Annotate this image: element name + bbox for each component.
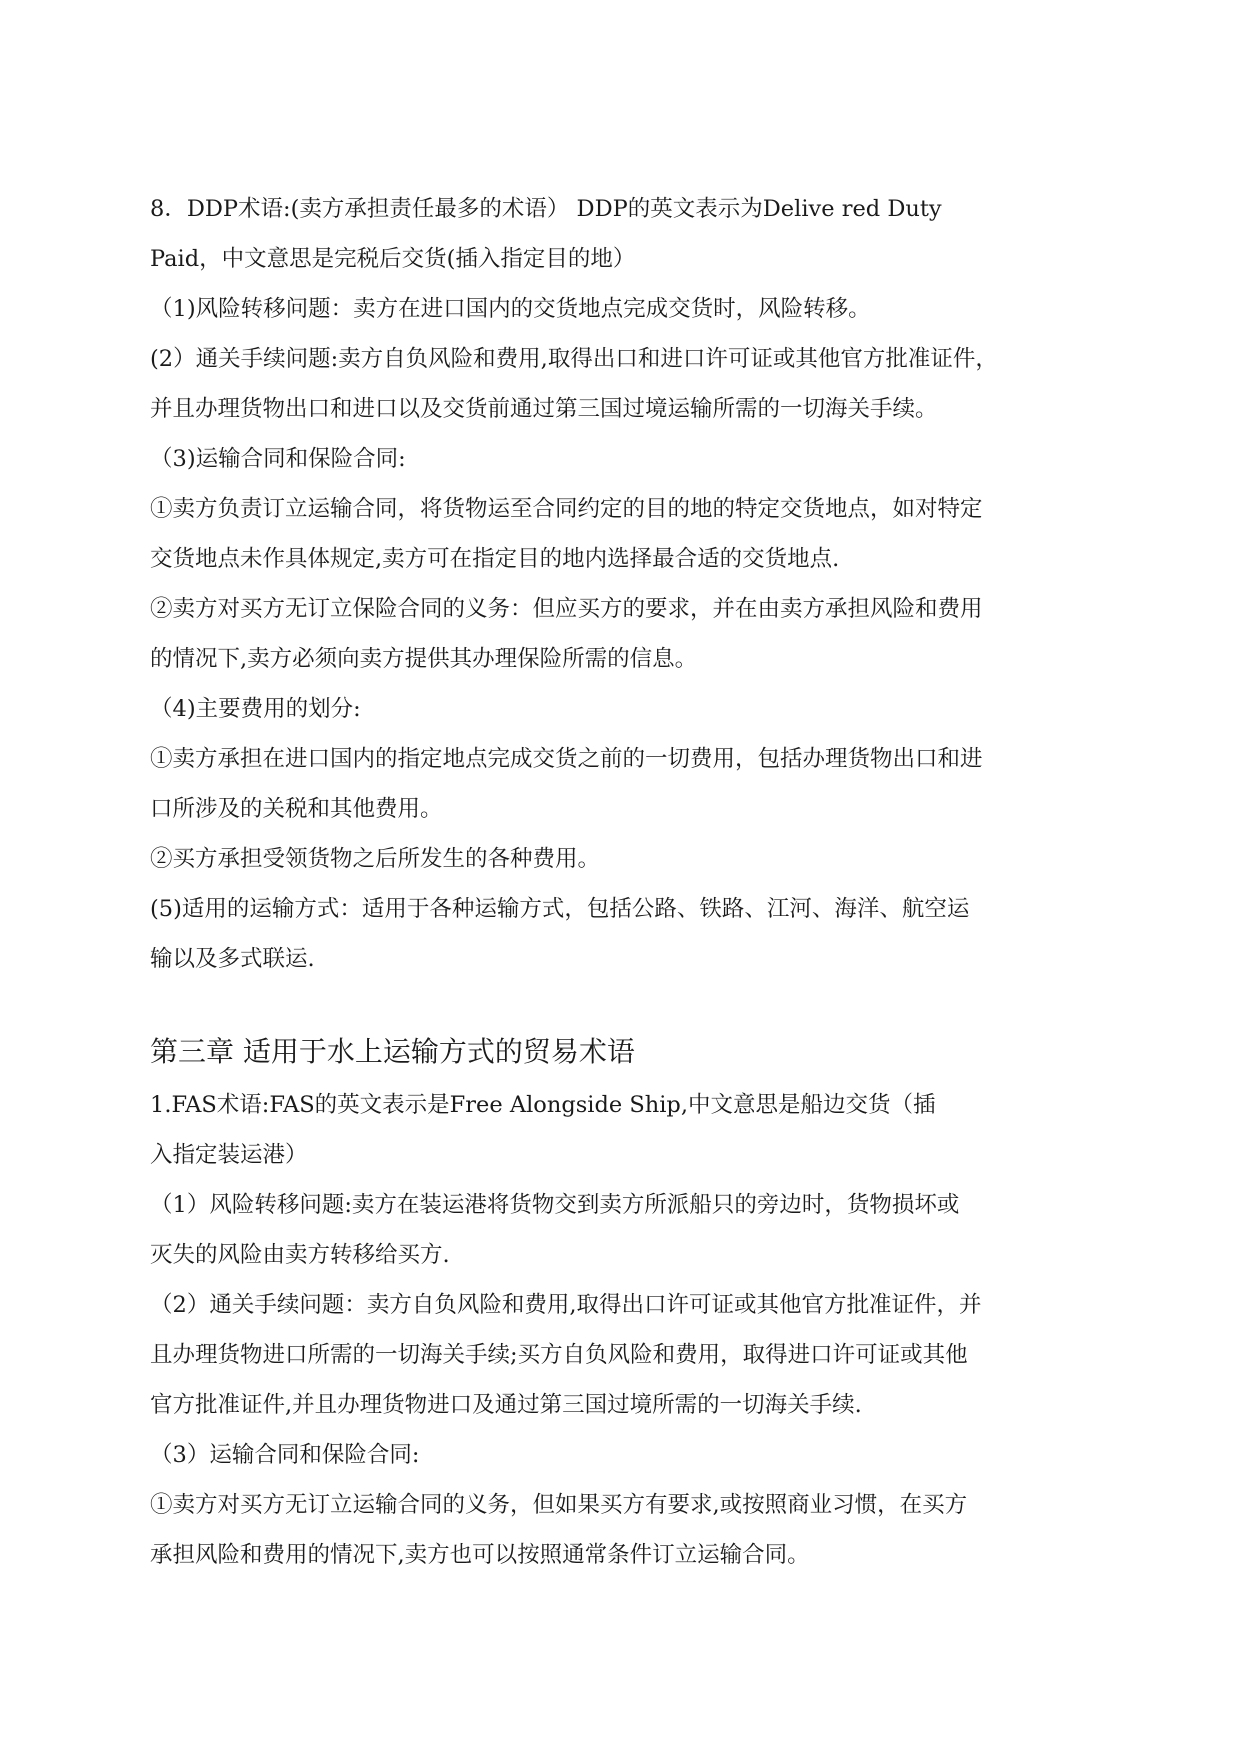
paragraph-line: （3)运输合同和保险合同:	[150, 446, 406, 472]
paragraph-line: 1.FAS术语:FAS的英文表示是Free Alongside Ship,中文意思是船边交货（插	[150, 1092, 936, 1118]
paragraph-line: （1）风险转移问题:卖方在装运港将货物交到卖方所派船只的旁边时，货物损坏或	[150, 1192, 960, 1218]
paragraph-line: 灭失的风险由卖方转移给买方.	[150, 1242, 450, 1268]
paragraph-line: 官方批准证件,并且办理货物进口及通过第三国过境所需的一切海关手续.	[150, 1392, 862, 1418]
document-body	[150, 184, 1095, 1580]
paragraph-line: (2）通关手续问题:卖方自负风险和费用,取得出口和进口许可证或其他官方批准证件，	[150, 346, 998, 372]
paragraph-line: ①卖方负责订立运输合同，将货物运至合同约定的目的地的特定交货地点，如对特定	[150, 496, 983, 522]
section-ddp	[150, 184, 1095, 984]
paragraph-line: 入指定装运港）	[150, 1142, 308, 1168]
chapter-heading: 第三章 适用于水上运输方式的贸易术语	[150, 1035, 635, 1068]
paragraph-line: 且办理货物进口所需的一切海关手续;买方自负风险和费用，取得进口许可证或其他	[150, 1342, 968, 1368]
paragraph-line: ②买方承担受领货物之后所发生的各种费用。	[150, 846, 601, 872]
paragraph-line: 交货地点未作具体规定,卖方可在指定目的地内选择最合适的交货地点.	[150, 546, 840, 572]
paragraph-line: （3）运输合同和保险合同:	[150, 1442, 420, 1468]
paragraph-line: ①卖方承担在进口国内的指定地点完成交货之前的一切费用，包括办理货物出口和进	[150, 746, 983, 772]
paragraph-line: 口所涉及的关税和其他费用。	[150, 796, 443, 822]
section-fas	[150, 1080, 1095, 1580]
paragraph-line: 的情况下,卖方必须向卖方提供其办理保险所需的信息。	[150, 646, 698, 672]
paragraph-line: （2）通关手续问题：卖方自负风险和费用,取得出口许可证或其他官方批准证件，并	[150, 1292, 982, 1318]
paragraph-line: (5)适用的运输方式：适用于各种运输方式，包括公路、铁路、江河、海洋、航空运	[150, 896, 970, 922]
paragraph-line: 8．DDP术语:(卖方承担责任最多的术语） DDP的英文表示为Delive red Duty	[150, 196, 942, 222]
paragraph-line: 承担风险和费用的情况下,卖方也可以按照通常条件订立运输合同。	[150, 1542, 810, 1568]
paragraph-line: 输以及多式联运.	[150, 946, 315, 972]
paragraph-line: ①卖方对买方无订立运输合同的义务，但如果买方有要求,或按照商业习惯，在买方	[150, 1492, 968, 1518]
paragraph-line: 并且办理货物出口和进口以及交货前通过第三国过境运输所需的一切海关手续。	[150, 396, 938, 422]
paragraph-line: ②卖方对买方无订立保险合同的义务：但应买方的要求，并在由卖方承担风险和费用	[150, 596, 983, 622]
paragraph-line: （1)风险转移问题：卖方在进口国内的交货地点完成交货时，风险转移。	[150, 296, 871, 322]
paragraph-line: Paid，中文意思是完税后交货(插入指定目的地）	[150, 246, 636, 272]
paragraph-line: （4)主要费用的划分:	[150, 696, 361, 722]
